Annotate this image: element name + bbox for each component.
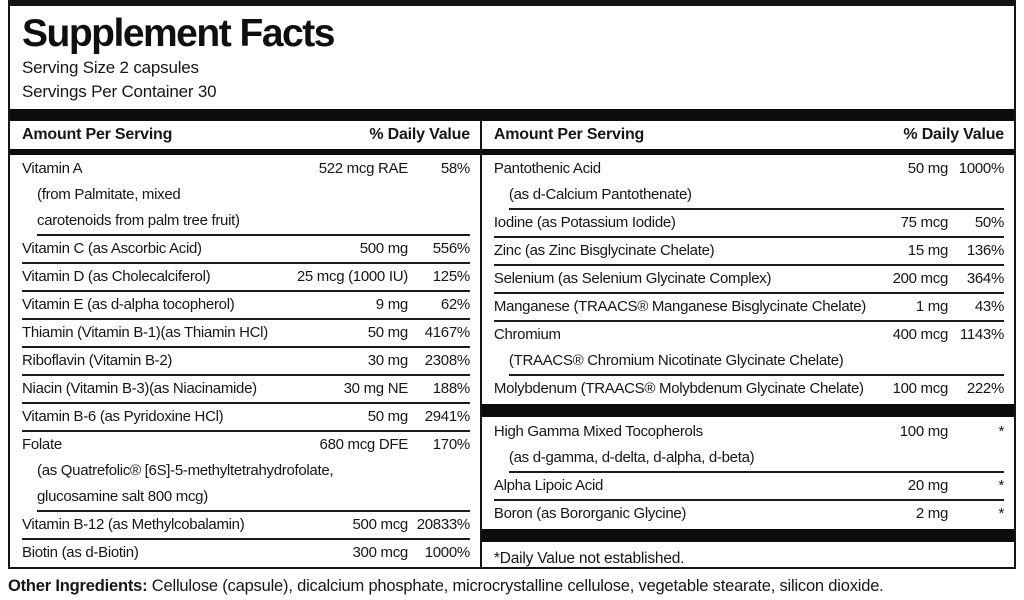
nutrient-name: Thiamin (Vitamin B-1)(as Thiamin HCl) (22, 324, 268, 341)
nutrient-daily-value: 364% (966, 270, 1004, 287)
row-vitamin-d (22, 262, 470, 290)
left-column (10, 121, 480, 567)
nutrient-name: Folate (22, 436, 62, 453)
row-vitamin-a (22, 156, 470, 236)
nutrient-amount: 400 mcg (892, 326, 948, 343)
nutrient-daily-value: 2308% (424, 352, 470, 369)
nutrient-amount: 2 mg (915, 505, 948, 522)
nutrient-sub-line: (from Palmitate, mixed (37, 186, 181, 203)
nutrient-name: High Gamma Mixed Tocopherols (493, 423, 703, 440)
row-selenium (494, 264, 1004, 292)
section-divider-bar (482, 529, 1014, 542)
other-ingredients (0, 569, 1024, 597)
nutrient-sub-line: (as d-gamma, d-delta, d-alpha, d-beta) (509, 445, 1004, 473)
nutrient-daily-value: * (998, 505, 1004, 522)
nutrient-name: Niacin (Vitamin B-3)(as Niacinamide) (22, 380, 257, 397)
nutrient-daily-value: 62% (440, 296, 470, 313)
nutrient-amount: 100 mg (899, 423, 948, 440)
nutrient-name: Vitamin A (22, 160, 83, 177)
left-rows (22, 156, 470, 566)
nutrient-sub-line: glucosamine salt 800 mcg) (37, 484, 470, 512)
nutrient-daily-value: 2941% (424, 408, 470, 425)
nutrient-amount: 30 mg (367, 352, 408, 369)
right-column-header (494, 121, 1004, 149)
nutrient-name: Boron (as Bororganic Glycine) (493, 505, 687, 522)
row-molybdenum (494, 376, 1004, 402)
nutrient-daily-value: 58% (440, 160, 470, 177)
nutrient-sub-line: (TRAACS® Chromium Nicotinate Glycinate Chelate) (509, 348, 1004, 376)
nutrient-name: Pantothenic Acid (493, 160, 601, 177)
right-rows-main (494, 156, 1004, 402)
servings-per-container: Servings Per Container 30 (22, 82, 217, 101)
nutrient-name: Vitamin B-12 (as Methylcobalamin) (22, 516, 245, 533)
nutrient-amount: 1 mg (915, 298, 948, 315)
nutrient-sub-line: carotenoids from palm tree fruit) (37, 208, 470, 236)
row-iodine (494, 210, 1004, 236)
other-ingredients-label: Other Ingredients: (8, 577, 148, 595)
nutrient-amount: 200 mcg (892, 270, 948, 287)
nutrient-name: Riboflavin (Vitamin B-2) (22, 352, 173, 369)
nutrient-amount: 680 mcg DFE (319, 436, 408, 453)
page-title: Supplement Facts (22, 12, 334, 55)
nutrient-amount: 500 mg (359, 240, 408, 257)
amount-per-serving-header: Amount Per Serving (493, 126, 645, 143)
nutrient-amount: 50 mg (367, 408, 408, 425)
nutrient-daily-value: 1000% (958, 160, 1004, 177)
nutrient-name: Vitamin D (as Cholecalciferol) (22, 268, 211, 285)
nutrient-name: Manganese (TRAACS® Manganese Bisglycinate Chelate) (493, 298, 866, 315)
row-high-gamma-mixed-tocopherols (494, 419, 1004, 473)
row-manganese (494, 292, 1004, 320)
nutrient-amount: 522 mcg RAE (318, 160, 408, 177)
nutrient-daily-value: 1000% (424, 544, 470, 561)
row-riboflavin (22, 346, 470, 374)
nutrient-amount: 15 mg (907, 242, 948, 259)
top-divider-bar (10, 109, 1014, 121)
nutrient-daily-value: 170% (432, 436, 470, 453)
nutrient-sub-line: (as Quatrefolic® [6S]-5-methyltetrahydrofolate, (37, 462, 334, 479)
nutrient-daily-value: 136% (966, 242, 1004, 259)
row-boron (494, 499, 1004, 527)
row-vitamin-c (22, 236, 470, 262)
nutrient-daily-value: 50% (974, 214, 1004, 231)
left-column-header (22, 121, 470, 149)
serving-size: Serving Size 2 capsules (22, 58, 199, 77)
nutrient-name: Chromium (493, 326, 561, 343)
right-column (482, 121, 1014, 567)
nutrient-name: Zinc (as Zinc Bisglycinate Chelate) (493, 242, 715, 259)
amount-per-serving-header: Amount Per Serving (22, 126, 173, 143)
row-pantothenic-acid (494, 156, 1004, 210)
nutrient-amount: 25 mcg (1000 IU) (296, 268, 408, 285)
nutrient-amount: 50 mg (367, 324, 408, 341)
nutrient-daily-value: * (998, 477, 1004, 494)
nutrient-amount: 500 mcg (352, 516, 408, 533)
nutrient-daily-value: * (998, 423, 1004, 440)
header-underline-bar (10, 149, 480, 155)
right-rows-other (494, 419, 1004, 527)
row-niacin (22, 374, 470, 402)
row-folate (22, 430, 470, 512)
nutrient-name: Molybdenum (TRAACS® Molybdenum Glycinate Chelate) (493, 380, 864, 397)
nutrient-name: Vitamin E (as d-alpha tocopherol) (22, 296, 235, 313)
nutrient-daily-value: 1143% (959, 326, 1004, 343)
nutrient-name: Vitamin C (as Ascorbic Acid) (22, 240, 202, 257)
nutrient-amount: 75 mcg (900, 214, 948, 231)
panel-header (10, 6, 1014, 106)
other-ingredients-text: Cellulose (capsule), dicalcium phosphate, microcrystalline cellulose, vegetable stearate, silicon dioxide. (147, 577, 884, 595)
daily-value-footnote: *Daily Value not established. (493, 550, 685, 567)
daily-value-header: % Daily Value (369, 126, 470, 143)
daily-value-header: % Daily Value (903, 126, 1004, 143)
nutrient-sub-line: (as d-Calcium Pantothenate) (509, 182, 1004, 210)
row-chromium (494, 320, 1004, 376)
nutrient-amount: 300 mcg (352, 544, 408, 561)
nutrient-daily-value: 222% (966, 380, 1004, 397)
nutrient-amount: 9 mg (375, 296, 408, 313)
nutrient-daily-value: 125% (432, 268, 470, 285)
nutrient-amount: 20 mg (907, 477, 948, 494)
nutrient-name: Iodine (as Potassium Iodide) (493, 214, 676, 231)
header-underline-bar (482, 149, 1014, 155)
nutrient-name: Biotin (as d-Biotin) (22, 544, 139, 561)
row-vitamin-b12 (22, 512, 470, 538)
row-vitamin-b6 (22, 402, 470, 430)
nutrient-name: Vitamin B-6 (as Pyridoxine HCl) (22, 408, 224, 425)
nutrient-daily-value: 188% (432, 380, 470, 397)
nutrient-daily-value: 4167% (424, 324, 470, 341)
supplement-facts-panel (8, 0, 1016, 569)
nutrient-amount: 100 mcg (892, 380, 948, 397)
nutrient-daily-value: 43% (974, 298, 1004, 315)
nutrient-daily-value: 556% (432, 240, 470, 257)
row-alpha-lipoic-acid (494, 473, 1004, 499)
row-thiamin (22, 318, 470, 346)
nutrient-daily-value: 20833% (416, 516, 470, 533)
nutrient-amount: 50 mg (907, 160, 948, 177)
row-vitamin-e (22, 290, 470, 318)
facts-columns (10, 121, 1014, 567)
section-divider-bar (482, 404, 1014, 417)
nutrient-name: Selenium (as Selenium Glycinate Complex) (493, 270, 772, 287)
row-zinc (494, 236, 1004, 264)
row-biotin (22, 538, 470, 566)
nutrient-amount: 30 mg NE (343, 380, 408, 397)
nutrient-name: Alpha Lipoic Acid (493, 477, 604, 494)
